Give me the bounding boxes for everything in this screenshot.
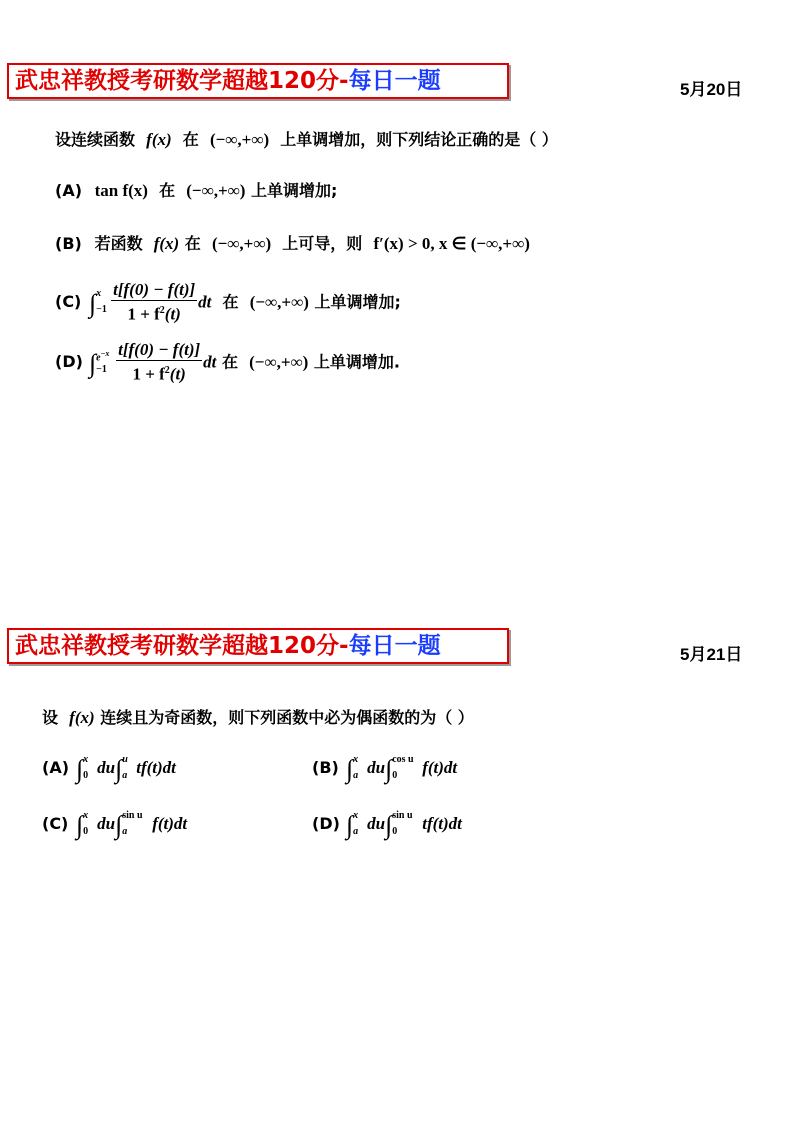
- function-expr: f(x): [146, 130, 172, 149]
- differential: du: [97, 814, 116, 833]
- upper-limit: x: [83, 754, 89, 765]
- option-text: 若函数: [94, 234, 143, 253]
- integral-limits: [122, 750, 136, 786]
- option-label: (B): [55, 234, 82, 253]
- option-text: 上单调增加.: [313, 352, 400, 372]
- lower-limit: a: [353, 826, 359, 837]
- option-text: 上可导，则: [282, 234, 363, 253]
- option-label: (D): [312, 814, 340, 833]
- differential: du: [97, 758, 116, 777]
- question-text: 连续且为奇函数，则下列函数中必为偶函数的为（ ）: [100, 708, 474, 727]
- option-a-1: [55, 181, 337, 201]
- question-text: 设连续函数: [55, 130, 136, 149]
- integral-limits: [392, 750, 422, 786]
- option-text: 在: [159, 181, 176, 200]
- banner-text-blue: 每日一题: [348, 68, 441, 94]
- question-text: 上单调增加，则下列结论正确的是（ ）: [280, 130, 558, 149]
- question-text: 设: [42, 708, 59, 727]
- banner-title-1: [7, 63, 509, 99]
- option-text: 在: [222, 292, 239, 312]
- upper-limit: x: [83, 810, 89, 821]
- condition-expr: f′(x) > 0, x ∈ (−∞,+∞): [373, 234, 530, 253]
- option-d-1: [55, 340, 400, 385]
- upper-limit: x: [353, 754, 359, 765]
- interval-expr: (−∞,+∞): [209, 130, 270, 149]
- interval-expr: (−∞,+∞): [249, 292, 309, 312]
- integrand: f(t)dt: [152, 814, 188, 833]
- integral-limits: [353, 806, 367, 842]
- lower-limit: −1: [96, 364, 107, 376]
- fraction-denominator: [111, 301, 197, 325]
- option-expr: tan f(x): [94, 181, 148, 200]
- integrand: f(t)dt: [422, 758, 458, 777]
- interval-expr: (−∞,+∞): [249, 352, 309, 372]
- option-text: 在: [184, 234, 201, 253]
- question-2: [42, 708, 474, 728]
- option-label: (D): [55, 352, 83, 372]
- upper-limit: sin u: [392, 810, 413, 821]
- option-b-2: [312, 750, 457, 786]
- integral-sign: ∫: [385, 754, 393, 784]
- lower-limit: 0: [392, 770, 398, 781]
- option-text: 在: [221, 352, 238, 372]
- upper-exponent: −x: [100, 349, 110, 359]
- lower-limit: a: [122, 770, 128, 781]
- upper-limit: x: [353, 810, 359, 821]
- lower-limit: 0: [392, 826, 398, 837]
- upper-limit: cos u: [392, 754, 414, 765]
- date-label-2: 5月21日: [680, 645, 743, 664]
- option-c-1: [55, 280, 401, 325]
- differential: dt: [203, 352, 217, 372]
- lower-limit: 0: [83, 770, 89, 781]
- lower-limit: a: [353, 770, 359, 781]
- integral-limits: [96, 344, 110, 380]
- option-label: (A): [55, 181, 83, 200]
- banner-title-2: [7, 628, 509, 664]
- option-text: 上单调增加;: [251, 181, 338, 200]
- function-expr: f(x): [69, 708, 95, 727]
- upper-limit: x: [96, 288, 102, 300]
- lower-limit: 0: [83, 826, 89, 837]
- den-tail: (t): [169, 364, 186, 384]
- question-text: 在: [182, 130, 199, 149]
- integral-limits: [392, 806, 422, 842]
- option-label: (C): [55, 292, 82, 312]
- option-d-2: [312, 806, 462, 842]
- den-exponent: 2: [164, 365, 170, 376]
- banner-text-blue: 每日一题: [348, 633, 441, 659]
- option-c-2: [42, 806, 187, 842]
- den-text: 1 + f: [132, 364, 165, 384]
- fraction: [111, 280, 197, 325]
- differential: du: [367, 814, 386, 833]
- fraction-denominator: [116, 361, 202, 385]
- integral-limits: [353, 750, 367, 786]
- integral-limits: [83, 806, 97, 842]
- fraction-numerator: t[f(0) − f(t)]: [118, 340, 201, 359]
- den-exponent: 2: [159, 305, 165, 316]
- upper-limit: u: [122, 754, 128, 765]
- integral-sign: ∫: [76, 810, 84, 840]
- integral-sign: ∫: [346, 754, 354, 784]
- integral-sign: ∫: [76, 754, 84, 784]
- integrand: tf(t)dt: [422, 814, 462, 833]
- fraction: [116, 340, 202, 385]
- interval-expr: (−∞,+∞): [211, 234, 272, 253]
- integral-limits: [83, 750, 97, 786]
- integral-limits: [122, 806, 152, 842]
- integral-limits: [96, 284, 110, 320]
- den-tail: (t): [164, 304, 181, 324]
- option-label: (B): [312, 758, 339, 777]
- option-b-1: [55, 234, 530, 254]
- den-text: 1 + f: [127, 304, 160, 324]
- option-text: 上单调增加;: [314, 292, 401, 312]
- interval-expr: (−∞,+∞): [186, 181, 246, 200]
- banner-text-red: 武忠祥教授考研数学超越120分-: [15, 68, 349, 94]
- integrand: tf(t)dt: [136, 758, 176, 777]
- upper-limit: sin u: [122, 810, 143, 821]
- lower-limit: −1: [96, 304, 107, 316]
- option-label: (C): [42, 814, 69, 833]
- integral-sign: ∫: [89, 288, 97, 318]
- fraction-numerator: t[f(0) − f(t)]: [113, 280, 196, 299]
- upper-base: e: [96, 352, 101, 364]
- function-expr: f(x): [153, 234, 180, 253]
- integral-sign: ∫: [115, 810, 123, 840]
- integral-sign: ∫: [385, 810, 393, 840]
- differential: dt: [198, 292, 212, 312]
- lower-limit: a: [122, 826, 128, 837]
- banner-text-red: 武忠祥教授考研数学超越120分-: [15, 633, 349, 659]
- integral-sign: ∫: [115, 754, 123, 784]
- integral-sign: ∫: [89, 348, 97, 378]
- option-label: (A): [42, 758, 70, 777]
- question-1: [55, 130, 558, 150]
- differential: du: [367, 758, 386, 777]
- date-label-1: 5月20日: [680, 80, 743, 99]
- option-a-2: [42, 750, 176, 786]
- integral-sign: ∫: [346, 810, 354, 840]
